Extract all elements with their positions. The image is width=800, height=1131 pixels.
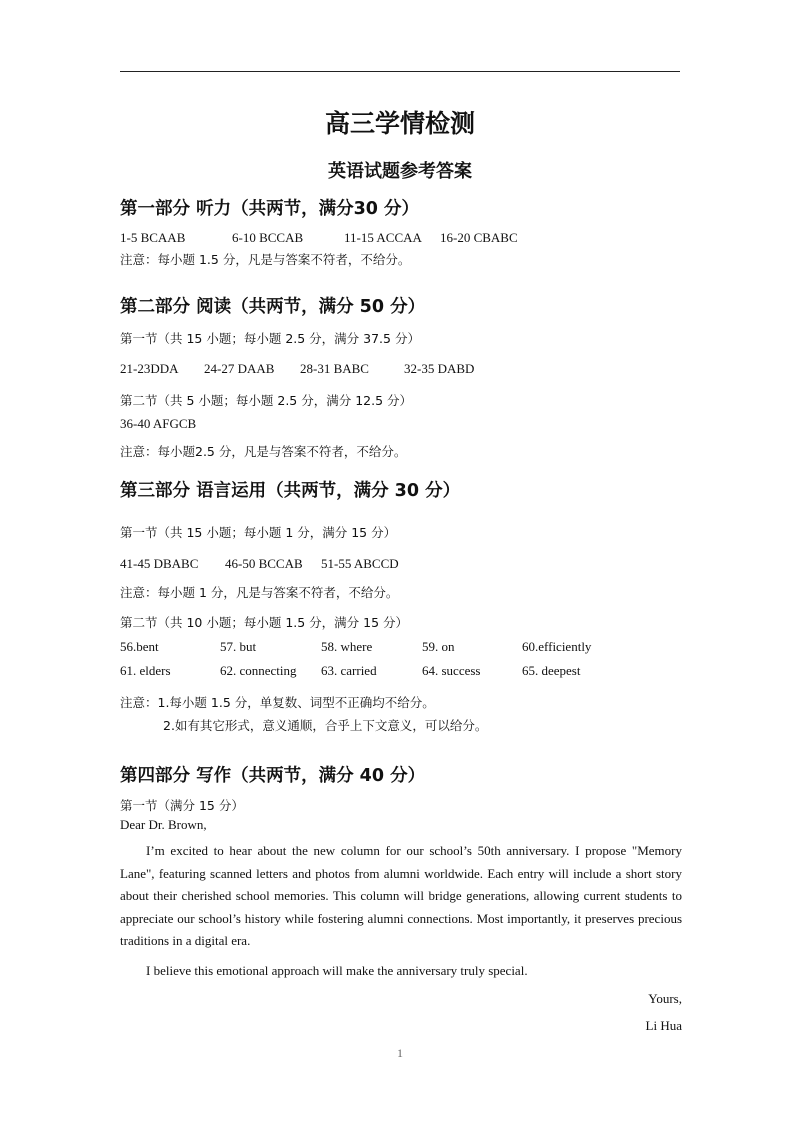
letter-paragraph: I’m excited to hear about the new column for our school’s 50th anniversary. I propose "Memory Lane", featuring scanned letters and photos from alumni worldwide. Each entry will include a short story about their cherished school memories. This column will bridge generations, allowing current students to appreciate our school’s history while fostering alumni connections. Most importantly, it preserves precious traditions in a digital era. <box>120 843 682 949</box>
part3-heading: 第三部分 语言运用（共两节，满分 30 分） <box>120 481 461 501</box>
part4-heading: 第四部分 写作（共两节，满分 40 分） <box>120 766 426 786</box>
blank-answer: 59. on <box>422 639 455 654</box>
page-number: 1 <box>397 1046 403 1060</box>
blank-answer: 61. elders <box>120 663 171 678</box>
answer-group: 51-55 ABCCD <box>321 556 399 571</box>
blank-answer: 65. deepest <box>522 663 581 678</box>
answer-group: 21-23DDA <box>120 361 179 376</box>
part2-section1-title: 第一节（共 15 小题；每小题 2.5 分，满分 37.5 分） <box>120 331 420 346</box>
part1-note: 注意：每小题 1.5 分，凡是与答案不符者，不给分。 <box>120 252 411 267</box>
part3-note-2: 2.如有其它形式，意义通顺，合乎上下文意义，可以给分。 <box>163 718 488 733</box>
part3-section1-title: 第一节（共 15 小题；每小题 1 分，满分 15 分） <box>120 525 397 540</box>
part2-note: 注意：每小题2.5 分，凡是与答案不符者，不给分。 <box>120 444 407 459</box>
answer-group: 6-10 BCCAB <box>232 230 304 245</box>
part1-heading: 第一部分 听力（共两节，满分30 分） <box>120 199 420 219</box>
letter-paragraph: I believe this emotional approach will make the anniversary truly special. <box>146 963 528 978</box>
part2-section2-title: 第二节（共 5 小题；每小题 2.5 分，满分 12.5 分） <box>120 393 413 408</box>
letter-greeting: Dear Dr. Brown, <box>120 817 207 832</box>
answer-group: 36-40 AFGCB <box>120 416 197 431</box>
answer-group: 11-15 ACCAA <box>344 230 422 245</box>
answer-group: 32-35 DABD <box>404 361 475 376</box>
answer-group: 41-45 DBABC <box>120 556 199 571</box>
answer-group: 46-50 BCCAB <box>225 556 303 571</box>
blank-answer: 63. carried <box>321 663 377 678</box>
answer-group: 24-27 DAAB <box>204 361 275 376</box>
blank-answer: 60.efficiently <box>522 639 592 654</box>
part3-section1-note: 注意：每小题 1 分，凡是与答案不符者，不给分。 <box>120 585 399 600</box>
answer-group: 1-5 BCAAB <box>120 230 186 245</box>
blank-answer: 64. success <box>422 663 481 678</box>
part3-section2-title: 第二节（共 10 小题；每小题 1.5 分，满分 15 分） <box>120 615 409 630</box>
blank-answer: 62. connecting <box>220 663 297 678</box>
blank-answer: 57. but <box>220 639 257 654</box>
part2-heading: 第二部分 阅读（共两节，满分 50 分） <box>120 297 426 317</box>
header-rule <box>120 71 680 72</box>
page-title: 高三学情检测 <box>324 109 475 138</box>
letter-closing: Yours, <box>648 991 682 1006</box>
page-subtitle: 英语试题参考答案 <box>328 161 472 182</box>
letter-body-2 <box>120 960 682 983</box>
answer-group: 16-20 CBABC <box>440 230 518 245</box>
blank-answer: 58. where <box>321 639 373 654</box>
blank-answer: 56.bent <box>120 639 159 654</box>
letter-signature: Li Hua <box>645 1018 682 1033</box>
part4-section1-title: 第一节（满分 15 分） <box>120 798 244 813</box>
letter-body <box>120 840 682 953</box>
part3-note-1: 注意：1.每小题 1.5 分，单复数、词型不正确均不给分。 <box>120 695 435 710</box>
answer-group: 28-31 BABC <box>300 361 369 376</box>
